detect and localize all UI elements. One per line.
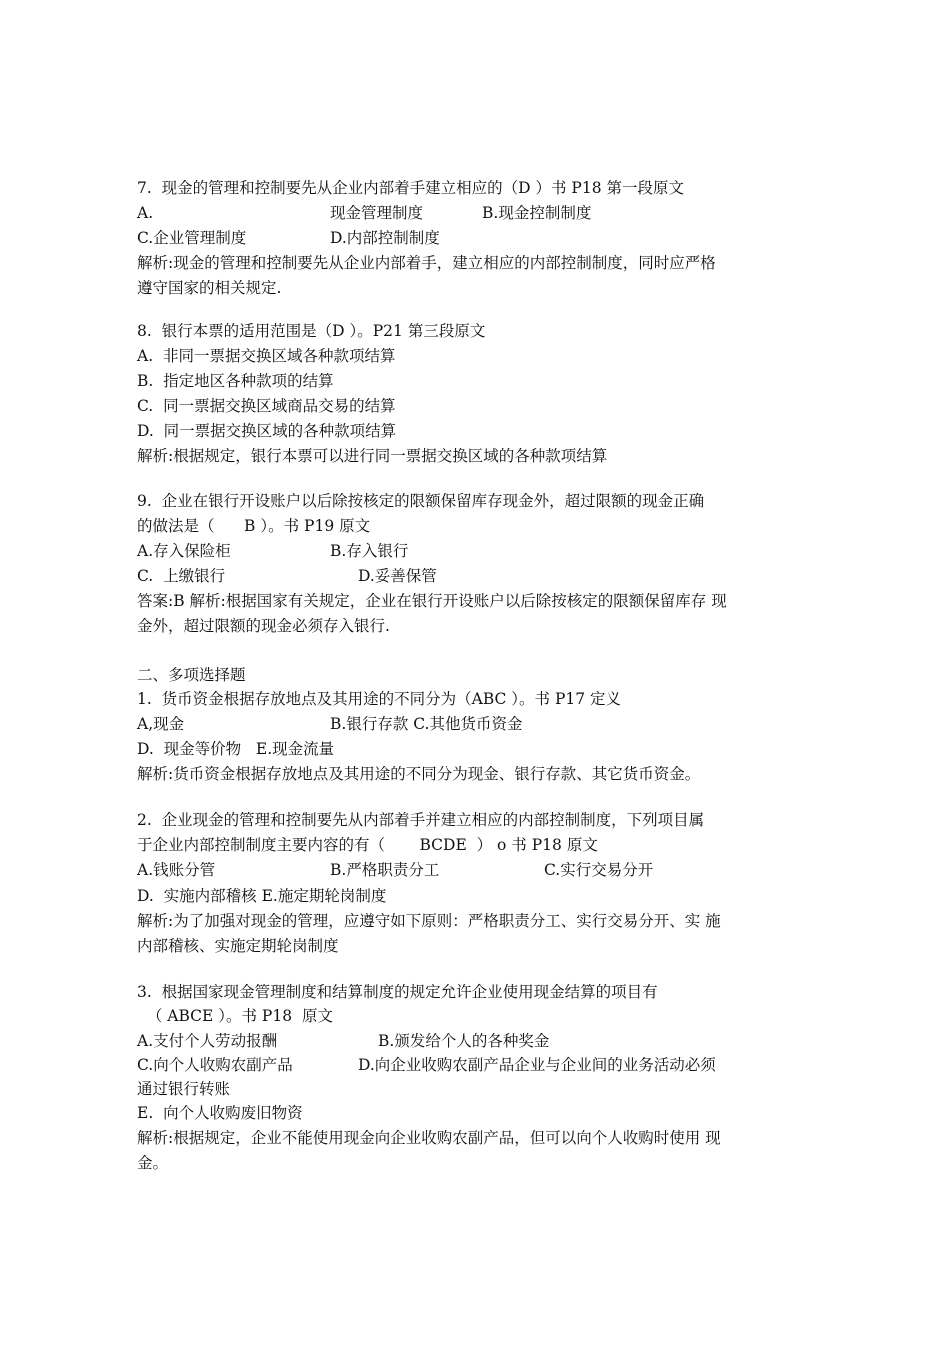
m3-option-c: C.向个人收购农副产品 [137,1056,293,1074]
q8-option-c: C. 同一票据交换区域商品交易的结算 [137,397,396,415]
m1-option-a: A,现金 [137,715,185,733]
q9-explanation-line2: 金外，超过限额的现金必须存入银行. [137,617,390,635]
q9-option-a: A.存入保险柜 [137,542,231,560]
q7-stem: 7. 现金的管理和控制要先从企业内部着手建立相应的（D ）书 P18 第一段原文 [137,179,685,197]
q9-explanation-line1: 答案:B 解析:根据国家有关规定，企业在银行开设账户以后除按核定的限额保留库存 现 [137,592,727,610]
q9-option-c: C. 上缴银行 [137,567,226,585]
q8-option-d: D. 同一票据交换区域的各种款项结算 [137,422,397,440]
q8-option-a: A. 非同一票据交换区域各种款项结算 [137,347,396,365]
m3-option-e: E. 向个人收购废旧物资 [137,1104,303,1122]
m3-option-d-continued: 通过银行转账 [137,1080,231,1098]
q7-explanation-line1: 解析:现金的管理和控制要先从企业内部着手，建立相应的内部控制制度，同时应严格 [137,254,716,272]
m2-stem-line2: 于企业内部控制制度主要内容的有（ BCDE ） o 书 P18 原文 [137,836,598,854]
m3-explanation-line1: 解析:根据规定，企业不能使用现金向企业收购农副产品，但可以向个人收购时使用 现 [137,1129,721,1147]
m1-explanation: 解析:货币资金根据存放地点及其用途的不同分为现金、银行存款、其它货币资金。 [137,765,701,783]
m2-option-a: A.钱账分管 [137,861,216,879]
q8-option-b: B. 指定地区各种款项的结算 [137,372,334,390]
q9-option-d: D.妥善保管 [358,567,437,585]
q9-stem-line1: 9. 企业在银行开设账户以后除按核定的限额保留库存现金外，超过限额的现金正确 [137,492,705,510]
m2-stem-line1: 2. 企业现金的管理和控制要先从内部着手并建立相应的内部控制制度，下列项目属 [137,811,705,829]
m1-option-bc: B.银行存款 C.其他货币资金 [330,715,523,733]
m2-explanation-line1: 解析:为了加强对现金的管理，应遵守如下原则：严格职责分工、实行交易分开、实 施 [137,912,721,930]
q8-explanation: 解析:根据规定，银行本票可以进行同一票据交换区域的各种款项结算 [137,447,608,465]
q8-stem: 8. 银行本票的适用范围是（D ）。P21 第三段原文 [137,322,486,340]
m3-option-a: A.支付个人劳动报酬 [137,1032,278,1050]
m2-option-de: D. 实施内部稽核 E.施定期轮岗制度 [137,887,387,905]
m3-stem-line1: 3. 根据国家现金管理制度和结算制度的规定允许企业使用现金结算的项目有 [137,983,658,1001]
m3-stem-line2: （ ABCE ）。书 P18 原文 [137,1007,333,1025]
q7-option-d: D.内部控制制度 [330,229,440,247]
m1-stem: 1. 货币资金根据存放地点及其用途的不同分为（ABC ）。书 P17 定义 [137,690,622,708]
m2-option-c: C.实行交易分开 [544,861,654,879]
q7-explanation-line2: 遵守国家的相关规定. [137,279,282,297]
m1-option-de: D. 现金等价物 E.现金流量 [137,740,335,758]
q9-stem-line2: 的做法是（ B ）。书 P19 原文 [137,517,371,535]
q7-option-a-key: A. [137,204,154,222]
q7-option-a: 现金管理制度 [330,204,424,222]
q7-option-c: C.企业管理制度 [137,229,247,247]
m3-explanation-line2: 金。 [137,1154,169,1172]
q9-option-b: B.存入银行 [330,542,409,560]
q7-option-b: B.现金控制制度 [482,204,592,222]
m2-option-b: B.严格职责分工 [330,861,440,879]
m3-option-b: B.颁发给个人的各种奖金 [378,1032,550,1050]
section-heading: 二、多项选择题 [137,666,246,684]
m2-explanation-line2: 内部稽核、实施定期轮岗制度 [137,937,339,955]
m3-option-d: D.向企业收购农副产品企业与企业间的业务活动必须 [358,1056,716,1074]
